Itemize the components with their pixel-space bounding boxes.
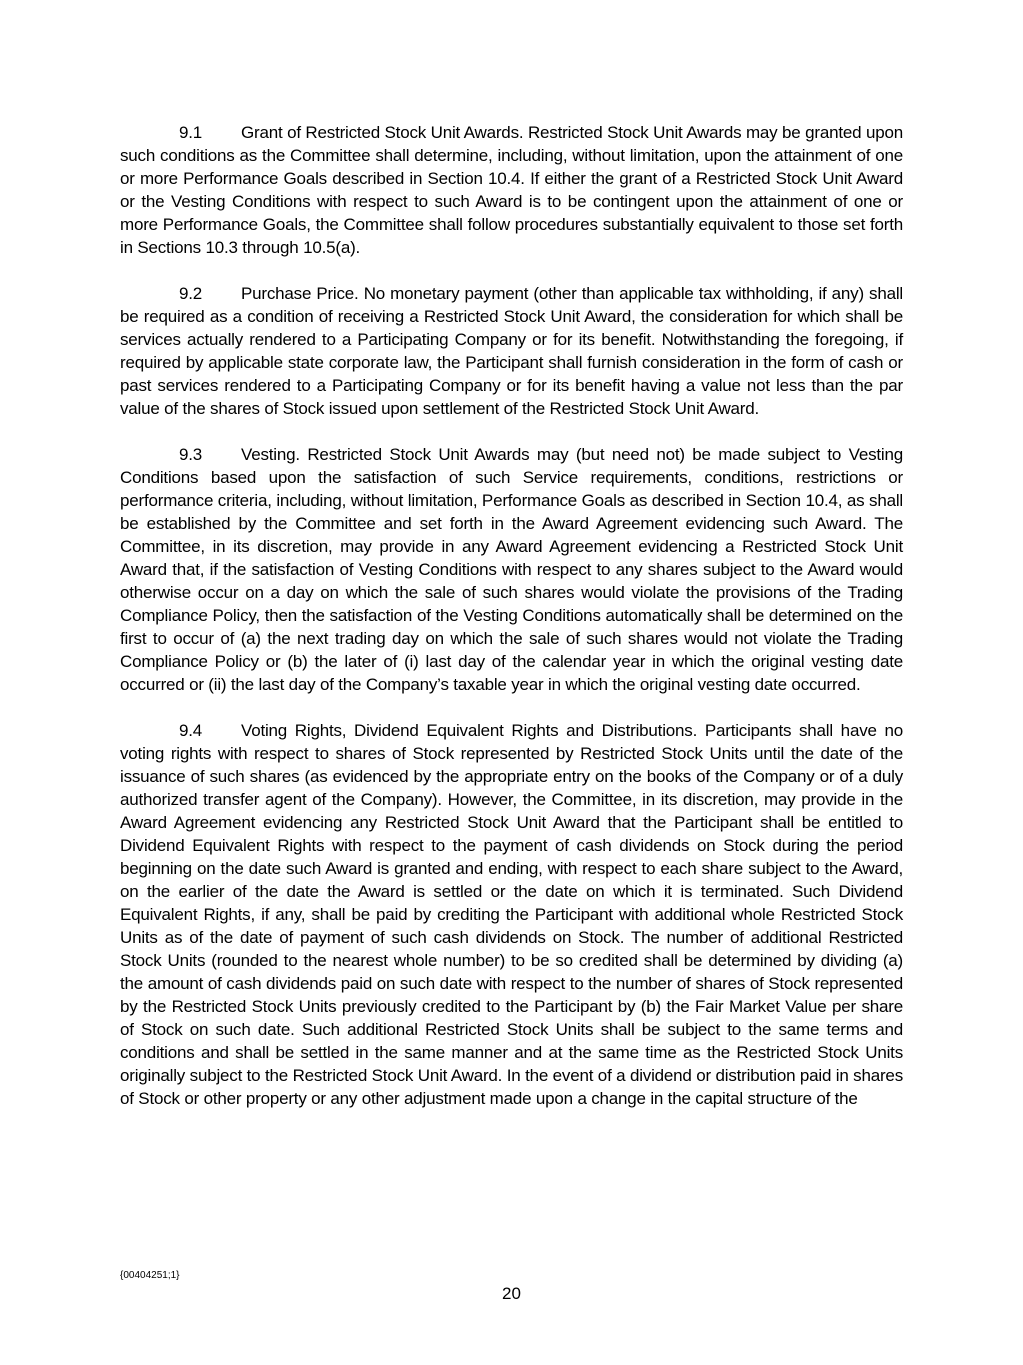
document-body — [120, 121, 903, 1133]
section-number: 9.1 — [179, 123, 203, 142]
section-heading: Purchase Price. — [241, 284, 359, 303]
section-9-4 — [120, 719, 903, 1110]
section-heading: Vesting. — [241, 445, 300, 464]
section-body: No monetary payment (other than applicable tax withholding, if any) shall be required as a condition of receiving a Restricted Stock Unit Award, the consideration for which shall be services actually rendered to a Participating Company or for its benefit. Notwithstanding the foregoing, if required by applicable state corporate law, the Participant shall furnish consideration in the form of cash or past services rendered to a Participating Company or for its benefit having a value not less than the par value of the shares of Stock issued upon settlement of the Restricted Stock Unit Award. — [120, 284, 903, 418]
page-number: 20 — [502, 1284, 521, 1303]
section-heading: Voting Rights, Dividend Equivalent Rights and Distributions. — [241, 721, 698, 740]
section-heading: Grant of Restricted Stock Unit Awards. — [241, 123, 524, 142]
section-9-3 — [120, 443, 903, 696]
section-number: 9.4 — [179, 721, 203, 740]
section-number: 9.2 — [179, 284, 203, 303]
section-9-2 — [120, 282, 903, 420]
section-body: Restricted Stock Unit Awards may be granted upon such conditions as the Committee shall determine, including, without limitation, upon the attainment of one or more Performance Goals described in Section 10.4. If either the grant of a Restricted Stock Unit Award or the Vesting Conditions with respect to such Award is to be contingent upon the attainment of one or more Performance Goals, the Committee shall follow procedures substantially equivalent to those set forth in Sections 10.3 through 10.5(a). — [120, 123, 903, 257]
section-body: Participants shall have no voting rights with respect to shares of Stock represented by Restricted Stock Units until the date of the issuance of such shares (as evidenced by the appropriate entry on the books of the Company or of a duly authorized transfer agent of the Company). However, the Committee, in its discretion, may provide in the Award Agreement evidencing any Restricted Stock Unit Award that the Participant shall be entitled to Dividend Equivalent Rights with respect to the payment of cash dividends on Stock during the period beginning on the date such Award is granted and ending, with respect to each share subject to the Award, on the earlier of the date the Award is settled or the date on which it is terminated. Such Dividend Equivalent Rights, if any, shall be paid by crediting the Participant with additional whole Restricted Stock Units as of the date of payment of such cash dividends on Stock. The number of additional Restricted Stock Units (rounded to the nearest whole number) to be so credited shall be determined by dividing (a) the amount of cash dividends paid on such date with respect to the number of shares of Stock represented by the Restricted Stock Units previously credited to the Participant by (b) the Fair Market Value per share of Stock on such date. Such additional Restricted Stock Units shall be subject to the same terms and conditions and shall be settled in the same manner and at the same time as the Restricted Stock Units originally subject to the Restricted Stock Unit Award. In the event of a dividend or distribution paid in shares of Stock or other property or any other adjustment made upon a change in the capital structure of the — [120, 721, 903, 1108]
document-code: {00404251;1} — [120, 1270, 180, 1281]
section-9-1 — [120, 121, 903, 259]
section-body: Restricted Stock Unit Awards may (but need not) be made subject to Vesting Conditions based upon the satisfaction of such Service requirements, conditions, restrictions or performance criteria, including, without limitation, Performance Goals as described in Section 10.4, as shall be established by the Committee and set forth in the Award Agreement evidencing such Award. The Committee, in its discretion, may provide in any Award Agreement evidencing a Restricted Stock Unit Award that, if the satisfaction of Vesting Conditions with respect to any shares subject to the Award would otherwise occur on a day on which the sale of such shares would violate the provisions of the Trading Compliance Policy, then the satisfaction of the Vesting Conditions automatically shall be determined on the first to occur of (a) the next trading day on which the sale of such shares would not violate the Trading Compliance Policy or (b) the later of (i) last day of the calendar year in which the original vesting date occurred or (ii) the last day of the Company’s taxable year in which the original vesting date occurred. — [120, 445, 903, 694]
section-number: 9.3 — [179, 445, 203, 464]
